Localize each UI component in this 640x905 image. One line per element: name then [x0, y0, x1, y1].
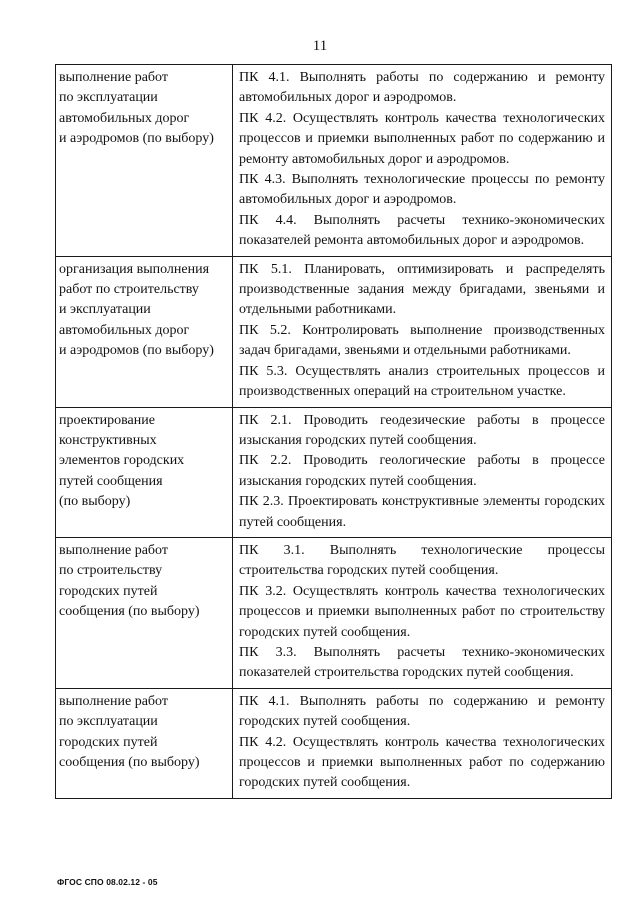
activity-area-line: организация выполнения: [59, 261, 210, 277]
activity-area-line: путей сообщения: [59, 473, 163, 489]
competency-item: ПК 4.3. Выполнять технологические процессы по ремонту автомобильных дорог и аэродромов.: [239, 172, 605, 208]
competency-item: ПК 4.1. Выполнять работы по содержанию и ремонту городских путей сообщения.: [239, 693, 605, 730]
page-number: 11: [312, 38, 328, 54]
competencies-table-body: [56, 65, 612, 799]
competencies-table: [55, 64, 612, 799]
competencies-cell: [233, 688, 612, 798]
activity-area-line: сообщения (по выбору): [59, 755, 200, 770]
competency-item: ПК 4.1. Выполнять работы по содержанию и ремонту автомобильных дорог и аэродромов.: [239, 70, 605, 106]
activity-area-line: сообщения (по выбору): [59, 604, 200, 620]
competency-item: ПК 2.1. Проводить геодезические работы в процессе изыскания городских путей сообщения.: [239, 412, 605, 448]
table-row: [56, 537, 612, 688]
table-row: [56, 407, 612, 537]
competency-item: ПК 4.4. Выполнять расчеты технико-экономических показателей ремонта автомобильных дорог и аэродромов.: [239, 212, 605, 249]
activity-area-line: по строительству: [59, 563, 163, 579]
activity-area-line: городских путей: [59, 734, 158, 750]
activity-area-line: выполнение работ: [59, 693, 168, 709]
table-row: [56, 65, 612, 257]
activity-area-line: по эксплуатации: [59, 90, 158, 106]
competencies-cell: [233, 65, 612, 257]
activity-area-line: автомобильных дорог: [59, 322, 190, 338]
competency-item: ПК 5.2. Контролировать выполнение производственных задач бригадами, звеньями и отдельными работниками.: [239, 322, 605, 359]
activity-area-line: и эксплуатации: [59, 302, 151, 318]
activity-area-line: проектирование: [59, 412, 155, 428]
activity-area-cell: [56, 537, 233, 688]
activity-area-line: по эксплуатации: [59, 714, 158, 730]
competencies-cell: [233, 256, 612, 407]
competencies-cell: [233, 407, 612, 537]
activity-area-line: и аэродромов (по выбору): [59, 343, 214, 359]
activity-area-cell: [56, 688, 233, 798]
activity-area-line: и аэродромов (по выбору): [59, 131, 214, 147]
activity-area-cell: [56, 65, 233, 257]
activity-area-line: автомобильных дорог: [59, 110, 190, 126]
competency-item: ПК 3.2. Осуществлять контроль качества технологических процессов и приемки выполненных работ по строительству городских путей сообщения.: [239, 583, 605, 640]
competency-item: ПК 3.1. Выполнять технологические процессы строительства городских путей сообщения.: [239, 542, 605, 579]
competency-item: ПК 4.2. Осуществлять контроль качества технологических процессов и приемки выполненных работ по содержанию и ремонту автомобильных дорог и аэродромов.: [239, 110, 605, 167]
activity-area-cell: [56, 256, 233, 407]
document-footer: ФГОС СПО 08.02.12 - 05: [57, 877, 158, 887]
table-row: [56, 688, 612, 798]
activity-area-line: городских путей: [59, 583, 158, 599]
competency-item: ПК 2.3. Проектировать конструктивные элементы городских путей сообщения.: [239, 494, 605, 530]
activity-area-cell: [56, 407, 233, 537]
competency-item: ПК 5.1. Планировать, оптимизировать и распределять производственные задания между бригадами, звеньями и отдельными работниками.: [239, 261, 605, 318]
activity-area-line: работ по строительству: [59, 282, 199, 298]
competency-item: ПК 5.3. Осуществлять анализ строительных процессов и производственных операций на строительном участке.: [239, 363, 605, 400]
competency-item: ПК 4.2. Осуществлять контроль качества технологических процессов и приемки выполненных работ по содержанию городских путей сообщения.: [239, 734, 605, 791]
table-row: [56, 256, 612, 407]
activity-area-line: (по выбору): [59, 494, 131, 510]
activity-area-line: выполнение работ: [59, 542, 168, 558]
activity-area-line: выполнение работ: [59, 70, 168, 85]
activity-area-line: элементов городских: [59, 453, 185, 469]
competency-item: ПК 3.3. Выполнять расчеты технико-экономических показателей строительства городских путей сообщения.: [239, 644, 605, 681]
competencies-cell: [233, 537, 612, 688]
competency-item: ПК 2.2. Проводить геологические работы в процессе изыскания городских путей сообщения.: [239, 453, 605, 489]
activity-area-line: конструктивных: [59, 432, 157, 448]
